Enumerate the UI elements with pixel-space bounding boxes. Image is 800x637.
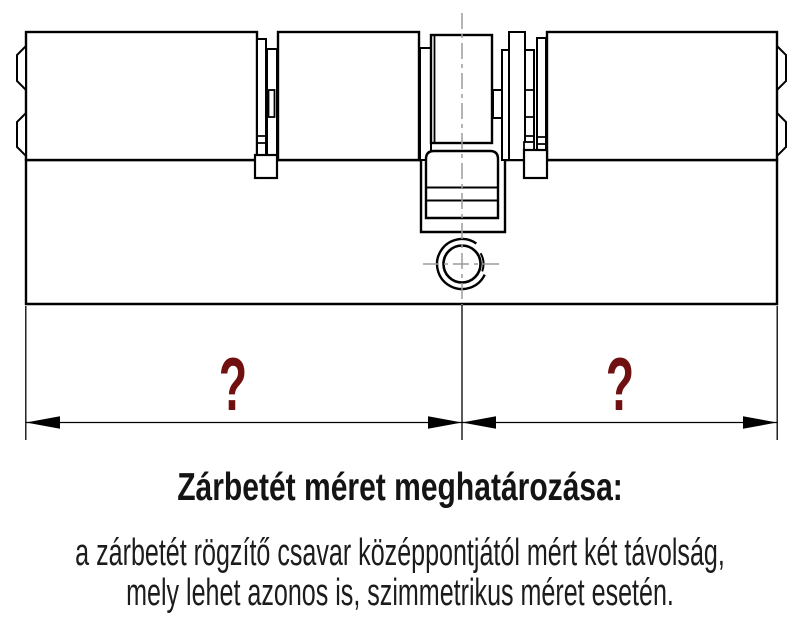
right-spacer-plate-3 <box>537 38 546 160</box>
right-spacer-plate-1 <box>509 32 525 160</box>
dimension-line-group <box>26 305 777 440</box>
right-mount-foot-notch <box>524 142 534 150</box>
cylinder-lower-body <box>26 160 777 304</box>
left-end-tab-bottom <box>17 113 26 156</box>
left-mount-foot <box>255 155 277 178</box>
cylinder-upper-body-middle <box>278 32 419 160</box>
caption-line2: mely lehet azonos is, szimmetrikus méret esetén. <box>126 572 674 614</box>
right-dimension-unknown-label: ? <box>605 343 635 427</box>
arrowhead-right-outer <box>743 416 777 429</box>
right-end-tab-top <box>777 46 786 90</box>
right-end-tab-bottom <box>777 113 786 156</box>
arrowhead-right-inner <box>462 416 496 429</box>
left-spacer-plate-1 <box>257 39 266 155</box>
cam-neck-right <box>502 50 509 160</box>
left-dimension-unknown-label: ? <box>218 343 248 427</box>
right-mount-foot <box>524 150 547 178</box>
caption-title: Zárbetét méret meghatározása: <box>177 466 623 509</box>
cylinder-upper-body-left <box>26 32 257 160</box>
cylinder-upper-body-right <box>547 32 777 160</box>
cylinder-outline-group <box>17 32 786 304</box>
left-end-tab-top <box>17 46 26 90</box>
arrowhead-left-outer <box>26 416 60 429</box>
cam-side-lug <box>493 90 502 118</box>
cam-neck-left <box>420 48 431 160</box>
arrowhead-left-inner <box>428 416 462 429</box>
caption-line1: a zárbetét rögzítő csavar középpontjától mért két távolság, <box>75 532 725 574</box>
left-spacer-plate-2-notch <box>269 90 275 117</box>
